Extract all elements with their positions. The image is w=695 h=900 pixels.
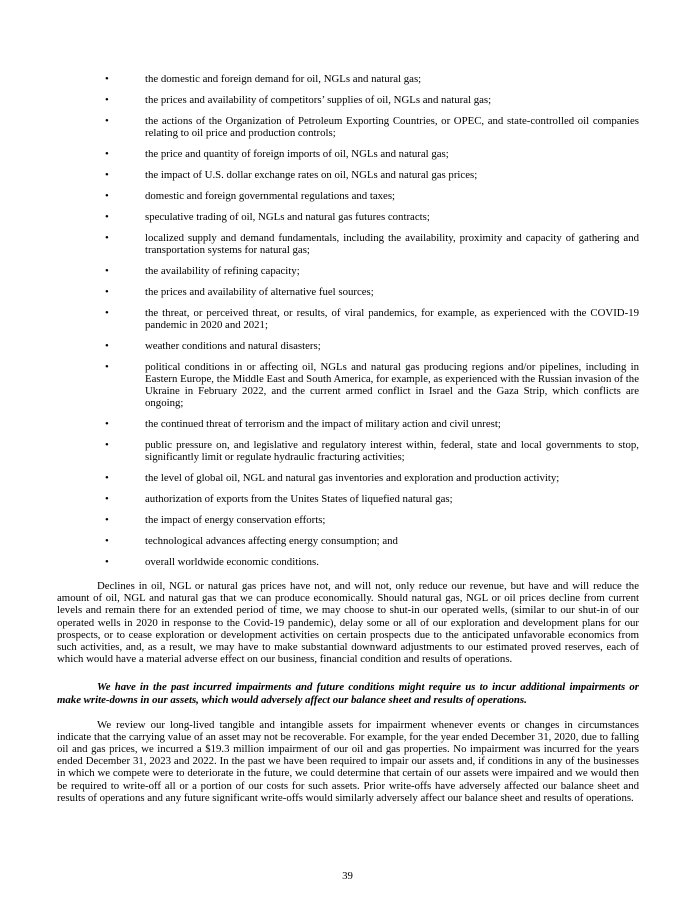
bullet-icon: • <box>105 472 109 484</box>
list-item <box>57 190 639 202</box>
bullet-icon: • <box>105 232 109 244</box>
bullet-text: the impact of energy conservation efforts; <box>145 514 326 526</box>
bullet-text: weather conditions and natural disasters; <box>145 340 321 352</box>
bullet-icon: • <box>105 286 109 298</box>
list-item <box>57 307 639 331</box>
bullet-icon: • <box>105 94 109 106</box>
bullet-icon: • <box>105 169 109 181</box>
bullet-icon: • <box>105 418 109 430</box>
bullet-icon: • <box>105 556 109 568</box>
list-item <box>57 211 639 223</box>
list-item <box>57 556 639 568</box>
bullet-icon: • <box>105 361 109 373</box>
list-item <box>57 148 639 160</box>
page-content <box>57 73 639 804</box>
bullet-text: the threat, or perceived threat, or results, of viral pandemics, for example, as experienced with the COVID-19 pandemic in 2020 and 2021; <box>145 307 639 331</box>
bullet-icon: • <box>105 148 109 160</box>
bullet-icon: • <box>105 265 109 277</box>
list-item <box>57 73 639 85</box>
list-item <box>57 169 639 181</box>
list-item <box>57 94 639 106</box>
bullet-text: the level of global oil, NGL and natural gas inventories and exploration and production activity; <box>145 472 560 484</box>
bullet-text: public pressure on, and legislative and regulatory interest within, federal, state and local governments to stop, significantly limit or regulate hydraulic fracturing activities; <box>145 439 639 463</box>
list-item <box>57 265 639 277</box>
list-item <box>57 514 639 526</box>
bullet-icon: • <box>105 115 109 127</box>
bullet-text: political conditions in or affecting oil, NGLs and natural gas producing regions and/or pipelines, including in Eastern Europe, the Middle East and South America, for example, as experienced with the Russian invasion of the Ukraine in February 2022, and the current armed conflict in Israel and the Gaza Strip, which conflicts are ongoing; <box>145 361 639 409</box>
bullet-text: domestic and foreign governmental regulations and taxes; <box>145 190 396 202</box>
list-item <box>57 286 639 298</box>
bullet-icon: • <box>105 493 109 505</box>
bullet-text: technological advances affecting energy consumption; and <box>145 535 398 547</box>
list-item <box>57 418 639 430</box>
list-item <box>57 232 639 256</box>
page-number: 39 <box>342 870 353 882</box>
bullet-text: the domestic and foreign demand for oil, NGLs and natural gas; <box>145 73 422 85</box>
bullet-icon: • <box>105 73 109 85</box>
bullet-text: authorization of exports from the Unites States of liquefied natural gas; <box>145 493 453 505</box>
list-item <box>57 535 639 547</box>
bullet-text: the prices and availability of competitors’ supplies of oil, NGLs and natural gas; <box>145 94 492 106</box>
bullet-text: the actions of the Organization of Petroleum Exporting Countries, or OPEC, and state-controlled oil companies relating to oil price and production controls; <box>145 115 639 139</box>
bullet-text: overall worldwide economic conditions. <box>145 556 319 568</box>
bullet-text: the prices and availability of alternative fuel sources; <box>145 286 374 298</box>
bullet-icon: • <box>105 190 109 202</box>
bullet-icon: • <box>105 340 109 352</box>
bullet-text: the availability of refining capacity; <box>145 265 300 277</box>
risk-factor-heading: We have in the past incurred impairments and future conditions might require us to incur additional impairments or make write-downs in our assets, which would adversely affect our balance sheet and results of operations. <box>57 681 639 707</box>
paragraph-declines: Declines in oil, NGL or natural gas prices have not, and will not, only reduce our revenue, but have and will reduce the amount of oil, NGL and natural gas that we can produce economically. Should natural gas, NGL or oil prices decline from current levels and remain there for an extended period of time, we may choose to shut-in our operated wells, (similar to our shut-in of our operated wells in 2020 in response to the Covid-19 pandemic), delay some or all of our exploration and development plans for our prospects, or to cease exploration or development activities on certain prospects due to the anticipated unfavorable economics from such activities, and, as a result, we may have to make substantial downward adjustments to our estimated proved reserves, each of which would have a material adverse effect on our business, financial condition and results of operations. <box>57 580 639 666</box>
bullet-icon: • <box>105 514 109 526</box>
bullet-text: the impact of U.S. dollar exchange rates on oil, NGLs and natural gas prices; <box>145 169 478 181</box>
list-item <box>57 340 639 352</box>
bullet-text: localized supply and demand fundamentals, including the availability, proximity and capacity of gathering and transportation systems for natural gas; <box>145 232 639 256</box>
paragraph-impairment-review: We review our long-lived tangible and intangible assets for impairment whenever events or changes in circumstances indicate that the carrying value of an asset may not be recoverable. For example, for the year ended December 31, 2020, due to falling oil and gas prices, we incurred a $19.3 million impairment of our oil and gas properties. No impairment was incurred for the years ended December 31, 2023 and 2022. In the past we have been required to impair our assets and, if conditions in any of the businesses in which we compete were to deteriorate in the future, we could determine that certain of our assets were impaired and we would then be required to write-off all or a portion of our costs for such assets. Prior write-offs have adversely affected our balance sheet and results of operations and any future significant write-offs would similarly adversely affect our balance sheet and results of operations. <box>57 718 639 804</box>
bullet-icon: • <box>105 307 109 319</box>
bullet-text: the continued threat of terrorism and the impact of military action and civil unrest; <box>145 418 501 430</box>
bullet-text: the price and quantity of foreign imports of oil, NGLs and natural gas; <box>145 148 449 160</box>
list-item <box>57 439 639 463</box>
list-item <box>57 493 639 505</box>
bullet-icon: • <box>105 211 109 223</box>
list-item <box>57 361 639 409</box>
bullet-text: speculative trading of oil, NGLs and natural gas futures contracts; <box>145 211 430 223</box>
list-item <box>57 115 639 139</box>
list-item <box>57 472 639 484</box>
bullet-icon: • <box>105 535 109 547</box>
bullet-icon: • <box>105 439 109 451</box>
